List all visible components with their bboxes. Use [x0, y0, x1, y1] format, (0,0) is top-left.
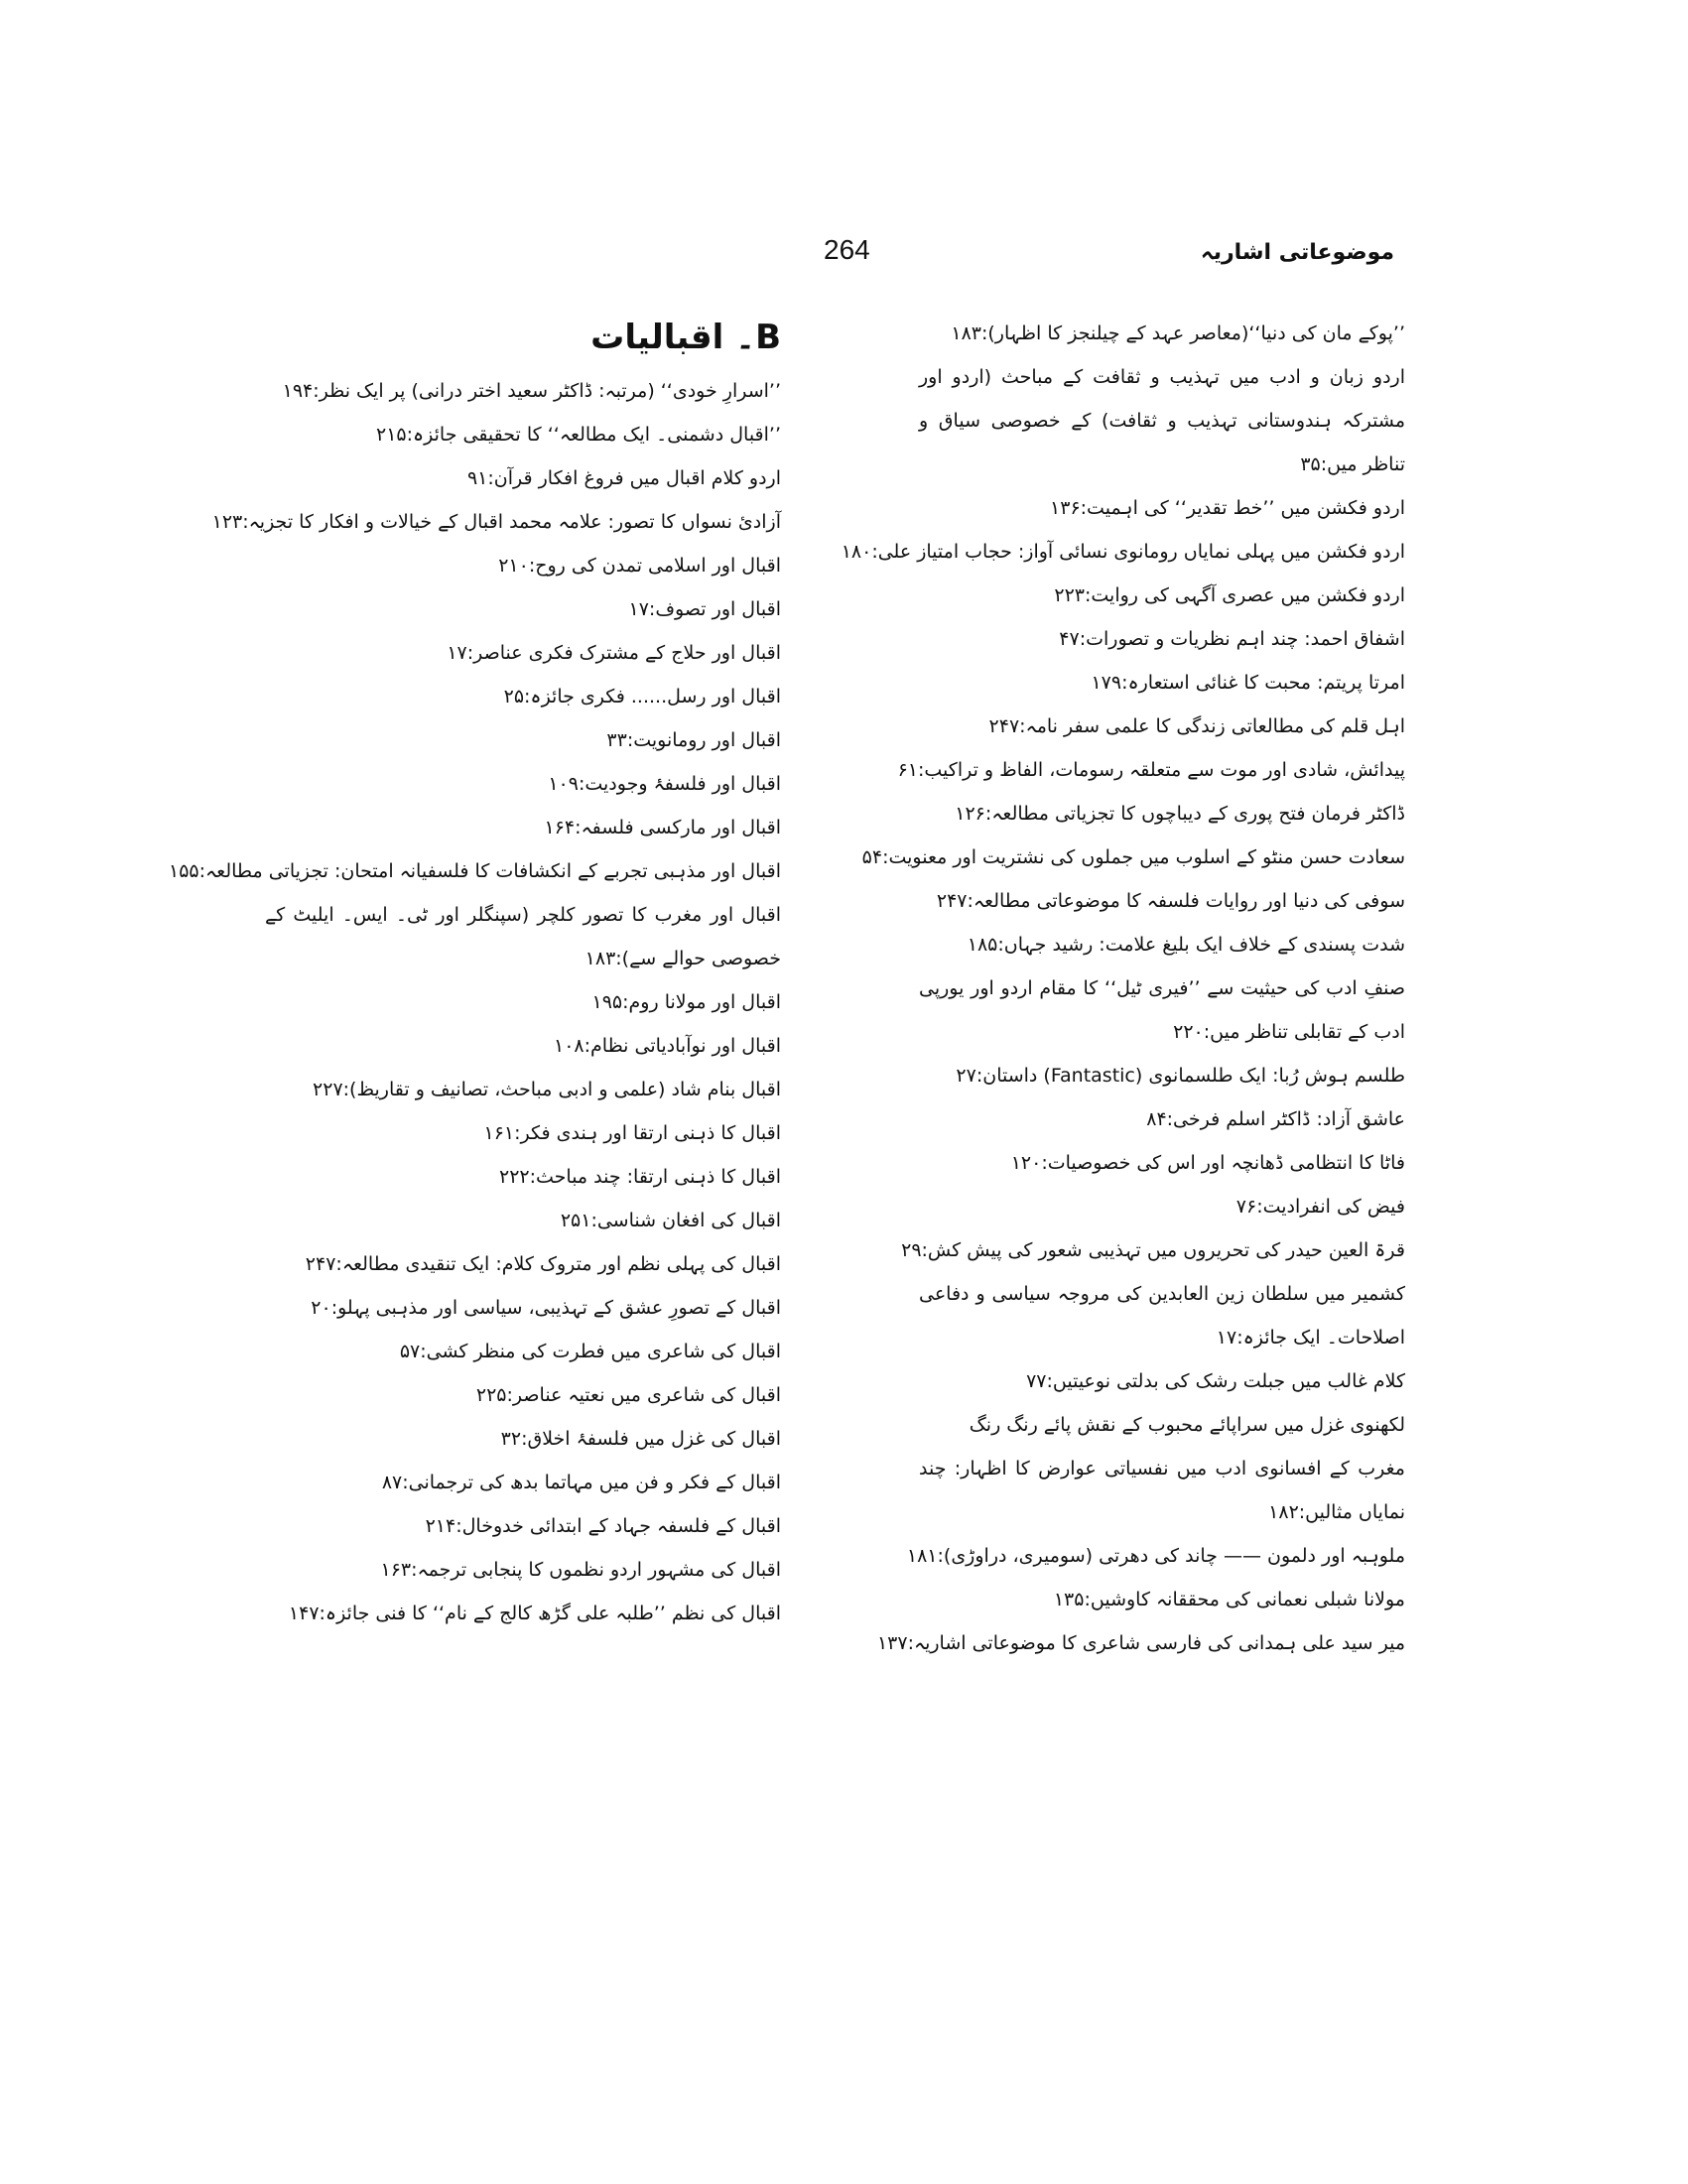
index-entry: فاٹا کا انتظامی ڈھانچہ اور اس کی خصوصیات:۱۲۰: [1010, 1152, 1405, 1174]
index-entry: کشمیر میں سلطان زین العابدین کی مروجہ سیاسی و دفاعی اصلاحات۔ ایک جائزہ:۱۷: [919, 1283, 1405, 1349]
index-entry: میر سید علی ہمدانی کی فارسی شاعری کا موضوعاتی اشاریہ:۱۳۷: [876, 1632, 1405, 1654]
index-entry: اقبال کے فلسفہ جہاد کے ابتدائی خدوخال:۲۱۴: [425, 1515, 781, 1537]
index-entry: اقبال اور مارکسی فلسفہ:۱۶۴: [544, 817, 781, 838]
index-entry: مولانا شبلی نعمانی کی محققانہ کاوشیں:۱۳۵: [1053, 1589, 1405, 1610]
running-title: موضوعاتی اشاریہ: [1200, 240, 1394, 265]
index-entry: اقبال اور مولانا روم:۱۹۵: [591, 991, 781, 1013]
index-entry: اقبال کے فکر و فن میں مہاتما بدھ کی ترجمانی:۸۷: [381, 1472, 781, 1493]
index-entry: عاشق آزاد: ڈاکٹر اسلم فرخی:۸۴: [1146, 1108, 1405, 1130]
index-entry: اقبال اور نوآبادیاتی نظام:۱۰۸: [553, 1035, 781, 1057]
index-entry: اردو فکشن میں ’’خط تقدیر‘‘ کی اہمیت:۱۳۶: [1050, 497, 1405, 519]
index-entry: آزادیٔ نسواں کا تصور: علامہ محمد اقبال کے خیالات و افکار کا تجزیہ:۱۲۳: [211, 511, 781, 533]
index-entry: صنفِ ادب کی حیثیت سے ’’فیری ٹیل‘‘ کا مقام اردو اور یورپی ادب کے تقابلی تناظر میں:۲۲۰: [919, 977, 1405, 1043]
index-entry: قرۃ العین حیدر کی تحریروں میں تہذیبی شعور کی پیش کش:۲۹: [901, 1239, 1405, 1261]
index-entry: ’’اسرارِ خودی‘‘ (مرتبہ: ڈاکٹر سعید اختر درانی) پر ایک نظر:۱۹۴: [282, 380, 781, 402]
page-number: 264: [824, 234, 870, 265]
index-entry: اقبال اور مذہبی تجربے کے انکشافات کا فلسفیانہ امتحان: تجزیاتی مطالعہ:۱۵۵: [169, 860, 781, 882]
index-entry: اقبال اور رسل...... فکری جائزہ:۲۵: [503, 686, 781, 707]
index-entry: اقبال کے تصورِ عشق کے تہذیبی، سیاسی اور مذہبی پہلو:۲۰: [311, 1297, 781, 1319]
index-entry: اقبال کی مشہور اردو نظموں کا پنجابی ترجمہ:۱۶۳: [380, 1559, 781, 1581]
index-entry: اہل قلم کی مطالعاتی زندگی کا علمی سفر نامہ:۲۴۷: [988, 715, 1405, 737]
index-entry: اقبال بنام شاد (علمی و ادبی مباحث، تصانیف و تقاریظ):۲۲۷: [313, 1079, 781, 1100]
index-entry: اقبال اور رومانویت:۳۳: [606, 729, 781, 751]
index-entry: اقبال کی شاعری میں فطرت کی منظر کشی:۵۷: [399, 1341, 781, 1362]
index-column-left: [169, 312, 781, 1635]
index-entry: اقبال کا ذہنی ارتقا اور ہندی فکر:۱۶۱: [483, 1122, 781, 1144]
index-entry: لکھنوی غزل میں سراپائے محبوب کے نقش پائے رنگ رنگ: [969, 1414, 1405, 1436]
index-entry: اقبال اور مغرب کا تصور کلچر (سپنگلر اور ٹی۔ ایس۔ ایلیٹ کے خصوصی حوالے سے):۱۸۳: [265, 904, 781, 969]
index-entry: ملوہبہ اور دلمون —— چاند کی دھرتی (سومیری، دراوڑی):۱۸۱: [906, 1545, 1405, 1567]
section-heading: B۔ اقبالیات: [590, 318, 781, 357]
index-entry: اردو کلام اقبال میں فروغ افکار قرآن:۹۱: [466, 467, 781, 489]
index-entry: سوفی کی دنیا اور روایات فلسفہ کا موضوعاتی مطالعہ:۲۴۷: [936, 890, 1405, 912]
index-entry: اقبال کی پہلی نظم اور متروک کلام: ایک تنقیدی مطالعہ:۲۴۷: [305, 1253, 781, 1275]
index-entry: کلام غالب میں جبلت رشک کی بدلتی نوعیتیں:۷۷: [1026, 1370, 1405, 1392]
index-entry: اقبال کی غزل میں فلسفۂ اخلاق:۳۲: [500, 1428, 781, 1450]
index-entry: اقبال اور تصوف:۱۷: [628, 598, 781, 620]
index-column-right: [841, 312, 1405, 1665]
index-entry: پیدائش، شادی اور موت سے متعلقہ رسومات، الفاظ و تراکیب:۶۱: [897, 759, 1405, 781]
index-entry: اردو فکشن میں پہلی نمایاں رومانوی نسائی آواز: حجاب امتیاز علی:۱۸۰: [841, 541, 1405, 563]
index-entry: اقبال کا ذہنی ارتقا: چند مباحث:۲۲۲: [498, 1166, 781, 1188]
index-entry: ’’پوکے مان کی دنیا‘‘(معاصر عہد کے چیلنجز کا اظہار):۱۸۳: [951, 322, 1405, 344]
index-entry: فیض کی انفرادیت:۷۶: [1235, 1196, 1405, 1218]
index-entry: ڈاکٹر فرمان فتح پوری کے دیباچوں کا تجزیاتی مطالعہ:۱۲۶: [955, 803, 1405, 825]
index-entry: اشفاق احمد: چند اہم نظریات و تصورات:۴۷: [1059, 628, 1405, 650]
index-entry: ’’اقبال دشمنی۔ ایک مطالعہ‘‘ کا تحقیقی جائزہ:۲۱۵: [375, 424, 781, 446]
index-entry: مغرب کے افسانوی ادب میں نفسیاتی عوارض کا اظہار: چند نمایاں مثالیں:۱۸۲: [919, 1458, 1405, 1523]
index-entry: اردو زبان و ادب میں تہذیب و ثقافت کے مباحث (اردو اور مشترکہ ہندوستانی تہذیب و ثقافت) کے خصوصی سیاق و تناظر میں:۳۵: [919, 366, 1405, 475]
index-entry: اقبال اور حلاج کے مشترک فکری عناصر:۱۷: [447, 642, 781, 664]
index-entry: شدت پسندی کے خلاف ایک بلیغ علامت: رشید جہاں:۱۸۵: [967, 934, 1405, 956]
index-entry: اقبال کی شاعری میں نعتیہ عناصر:۲۲۵: [475, 1384, 781, 1406]
index-entry: اقبال کی افغان شناسی:۲۵۱: [560, 1210, 781, 1231]
index-entry: اقبال کی نظم ’’طلبہ علی گڑھ کالج کے نام‘‘ کا فنی جائزہ:۱۴۷: [288, 1603, 781, 1624]
index-entry: امرتا پریتم: محبت کا غنائی استعارہ:۱۷۹: [1091, 672, 1405, 694]
index-entry: سعادت حسن منٹو کے اسلوب میں جملوں کی نشتریت اور معنویت:۵۴: [861, 846, 1405, 868]
index-entry: طلسم ہوش رُبا: ایک طلسمانوی (Fantastic) داستان:۲۷: [956, 1065, 1405, 1087]
index-entry: اقبال اور اسلامی تمدن کی روح:۲۱۰: [498, 555, 781, 577]
index-entry: اردو فکشن میں عصری آگہی کی روایت:۲۲۳: [1054, 584, 1405, 606]
index-entry: اقبال اور فلسفۂ وجودیت:۱۰۹: [548, 773, 781, 795]
